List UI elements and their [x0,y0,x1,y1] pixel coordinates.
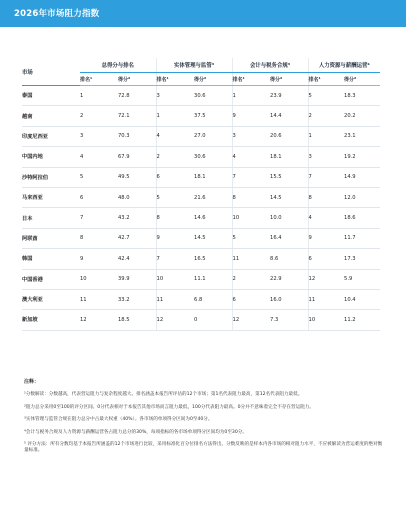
cell-value: 12.0 [344,187,380,207]
table-row [22,269,380,289]
group-header-hr: 人力资源与薪酬运营⁴ [308,58,380,73]
table-row [22,289,380,309]
market-name: 中国香港 [22,269,80,289]
cell-value: 30.6 [194,86,232,106]
footnotes [24,379,386,461]
cell-value: 10 [156,269,194,289]
cell-value: 18.5 [118,310,156,330]
market-name: 澳大利亚 [22,289,80,309]
table-row [22,249,380,269]
cell-value: 4 [232,147,270,167]
cell-value: 17.3 [344,249,380,269]
market-name: 印度尼西亚 [22,126,80,146]
cell-value: 12 [308,269,344,289]
cell-value: 16.0 [270,289,308,309]
score-header: 得分² [194,73,232,86]
cell-value: 2 [156,147,194,167]
cell-value: 18.3 [344,86,380,106]
cell-value: 14.9 [344,167,380,187]
cell-value: 23.1 [344,126,380,146]
cell-value: 39.9 [118,269,156,289]
cell-value: 4 [156,126,194,146]
footnote: ²阻力总分采用0至100的评分区间。0分代表相对于本报告其他市场而言阻力最低，100分代表阻力最高。0分并不意味着完全不存在营运阻力。 [24,404,314,410]
cell-value: 10 [308,310,344,330]
cell-value: 5 [156,187,194,207]
cell-value: 3 [156,86,194,106]
cell-value: 11 [80,289,118,309]
footnote: ³实体管理与监管合规在阻力总分中占最大权重（40%）。各市场的单项得分区间为0至40分。 [24,417,213,423]
cell-value: 2 [232,269,270,289]
cell-value: 16.5 [194,249,232,269]
cell-value: 18.1 [270,147,308,167]
market-name: 泰国 [22,86,80,106]
table-row [22,126,380,146]
cell-value: 7 [308,167,344,187]
cell-value: 8 [156,208,194,228]
cell-value: 10 [232,208,270,228]
cell-value: 9 [80,249,118,269]
table-row [22,310,380,330]
index-table [22,58,380,331]
cell-value: 43.2 [118,208,156,228]
cell-value: 3 [308,147,344,167]
market-name: 日本 [22,208,80,228]
cell-value: 5 [232,228,270,248]
cell-value: 14.6 [194,208,232,228]
footnote: ⁴会计与税务合规及人力资源与薪酬运营各占阻力总分的30%，每项指标的各市场单项得分区间均为0至30分。 [24,429,247,435]
cell-value: 72.8 [118,86,156,106]
cell-value: 5 [80,167,118,187]
cell-value: 6 [308,249,344,269]
cell-value: 9 [156,228,194,248]
cell-value: 5.9 [344,269,380,289]
cell-value: 8 [308,187,344,207]
cell-value: 1 [308,126,344,146]
cell-value: 67.9 [118,147,156,167]
cell-value: 9 [232,106,270,126]
cell-value: 49.5 [118,167,156,187]
cell-value: 10.0 [270,208,308,228]
cell-value: 11 [156,289,194,309]
rank-header: 排名¹ [232,73,270,86]
cell-value: 5 [308,86,344,106]
cell-value: 15.5 [270,167,308,187]
title-bar [0,0,406,27]
rank-header: 排名¹ [156,73,194,86]
cell-value: 0 [194,310,232,330]
cell-value: 20.6 [270,126,308,146]
cell-value: 70.3 [118,126,156,146]
market-name: 沙特阿拉伯 [22,167,80,187]
cell-value: 8 [232,187,270,207]
cell-value: 11.2 [344,310,380,330]
cell-value: 4 [80,147,118,167]
cell-value: 33.2 [118,289,156,309]
cell-value: 30.6 [194,147,232,167]
table-row [22,228,380,248]
group-header-accounting: 会计与税务合规³ [232,58,308,73]
cell-value: 14.5 [194,228,232,248]
cell-value: 23.9 [270,86,308,106]
cell-value: 27.0 [194,126,232,146]
cell-value: 6 [156,167,194,187]
cell-value: 48.0 [118,187,156,207]
cell-value: 3 [232,126,270,146]
cell-value: 7 [156,249,194,269]
cell-value: 11 [308,289,344,309]
cell-value: 12 [232,310,270,330]
cell-value: 10 [80,269,118,289]
footnote: ⁵ 评分方法：所有分数均基于本报告所涵盖的12个市场进行比较，采用标准化百分位排名方法得出。分数反映的是样本内各市场的相对阻力水平，不应被解读为营运难度的绝对衡量标准。 [24,442,383,454]
cell-value: 16.4 [270,228,308,248]
cell-value: 2 [80,106,118,126]
cell-value: 4 [308,208,344,228]
cell-value: 42.4 [118,249,156,269]
cell-value: 19.2 [344,147,380,167]
score-header: 得分² [344,73,380,86]
table-row [22,167,380,187]
cell-value: 18.6 [344,208,380,228]
page-title: 2026年市场阻力指数 [14,9,100,19]
score-header: 得分² [270,73,308,86]
group-header-overall: 总得分与排名 [80,58,156,73]
market-name: 越南 [22,106,80,126]
score-header: 得分² [118,73,156,86]
table-row [22,86,380,106]
cell-value: 8 [80,228,118,248]
cell-value: 3 [80,126,118,146]
group-header-entity: 实体管理与监管³ [156,58,232,73]
cell-value: 6 [80,187,118,207]
cell-value: 1 [156,106,194,126]
market-name: 马来西亚 [22,187,80,207]
cell-value: 8.6 [270,249,308,269]
cell-value: 7.3 [270,310,308,330]
cell-value: 11.7 [344,228,380,248]
table-row [22,187,380,207]
cell-value: 21.6 [194,187,232,207]
cell-value: 72.1 [118,106,156,126]
cell-value: 1 [232,86,270,106]
cell-value: 20.2 [344,106,380,126]
rank-header: 排名¹ [308,73,344,86]
cell-value: 11 [232,249,270,269]
cell-value: 6 [232,289,270,309]
market-name: 新加坡 [22,310,80,330]
cell-value: 10.4 [344,289,380,309]
cell-value: 37.5 [194,106,232,126]
cell-value: 7 [232,167,270,187]
footnote: ¹分数解读：分数越高，代表营运阻力与复杂程度越大。排名涵盖本报告所评估的12个市场；第1名代表阻力最高，第12名代表阻力最低。 [24,392,303,398]
cell-value: 14.5 [270,187,308,207]
cell-value: 7 [80,208,118,228]
cell-value: 18.1 [194,167,232,187]
table-row [22,208,380,228]
cell-value: 9 [308,228,344,248]
market-name: 中国内地 [22,147,80,167]
market-column-header: 市场 [22,58,80,86]
cell-value: 2 [308,106,344,126]
table-row [22,147,380,167]
cell-value: 14.4 [270,106,308,126]
market-name: 韩国 [22,249,80,269]
cell-value: 22.9 [270,269,308,289]
cell-value: 6.8 [194,289,232,309]
market-name: 阿联酋 [22,228,80,248]
cell-value: 12 [80,310,118,330]
cell-value: 11.1 [194,269,232,289]
table-row [22,106,380,126]
rank-header: 排名¹ [80,73,118,86]
cell-value: 42.7 [118,228,156,248]
cell-value: 1 [80,86,118,106]
footnotes-title: 注释： [24,379,40,385]
cell-value: 12 [156,310,194,330]
